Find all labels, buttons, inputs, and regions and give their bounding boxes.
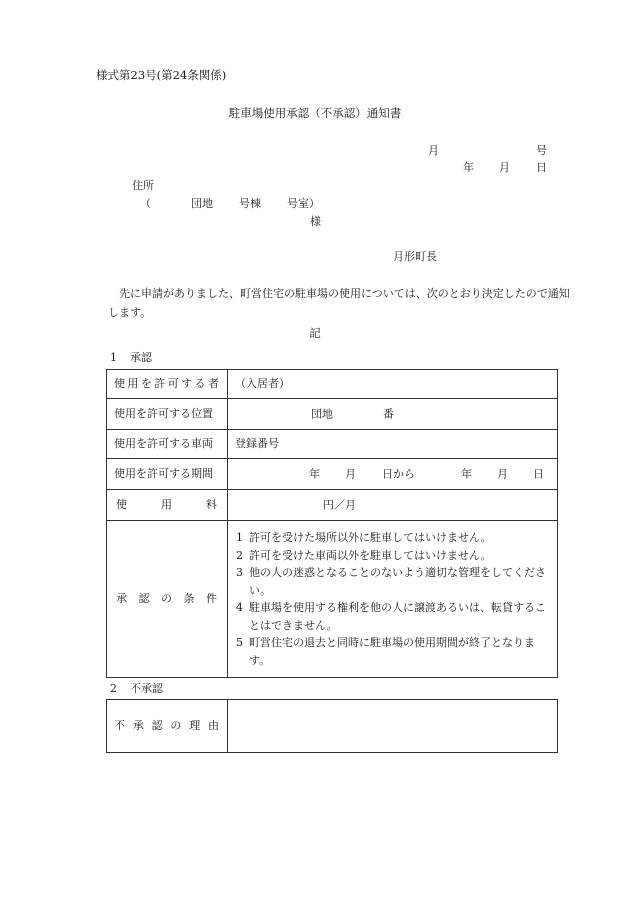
value-person: （入居者） <box>235 377 290 391</box>
table-row <box>107 430 558 459</box>
address-honorific: 様 <box>310 215 321 228</box>
address-danchi: 団地 <box>191 197 213 210</box>
label-vehicle: 使用を許可する車両 <box>114 437 213 451</box>
position-ban: 番 <box>383 407 394 421</box>
section-1-label: 承認 <box>130 351 152 364</box>
notice-number-month: 月 <box>428 144 439 157</box>
row-label-period <box>107 459 228 490</box>
period-month-1: 月 <box>345 467 356 481</box>
row-label-vehicle <box>107 430 228 459</box>
section-2-number: 2 <box>110 682 117 695</box>
section-2-heading <box>110 683 163 694</box>
value-vehicle: 登録番号 <box>235 437 279 451</box>
table-row <box>107 399 558 430</box>
label-person-char: 使 <box>114 377 125 391</box>
issuer: 月形町長 <box>393 250 437 263</box>
value-fee: 円／月 <box>323 498 356 512</box>
period-year-1: 年 <box>309 467 320 481</box>
row-label-conditions <box>107 521 228 678</box>
body-text: 先に申請がありました、町営住宅の駐車場の使用については、次のとおり決定したので通知します。 <box>108 287 570 319</box>
label-person-char: 者 <box>207 377 219 391</box>
label-conditions: 承 認 の 条 件 <box>116 592 217 606</box>
section-1-number: 1 <box>110 351 117 364</box>
row-value-position <box>228 399 558 430</box>
position-danchi: 団地 <box>311 407 333 421</box>
row-value-period <box>228 459 558 490</box>
conditions-list <box>235 529 557 669</box>
row-value-person <box>228 370 558 399</box>
label-rejection: 不 承 認 の 理 由 <box>114 719 219 733</box>
rejection-table <box>106 699 558 753</box>
label-person-char: 可 <box>167 377 179 391</box>
document-title: 駐車場使用承認（不承認）通知書 <box>228 106 402 120</box>
label-person-char: る <box>194 377 206 391</box>
notice-number-go: 号 <box>536 144 547 157</box>
label-person-char: 許 <box>154 377 166 391</box>
row-value-rejection <box>228 700 558 753</box>
row-label-rejection <box>107 700 228 753</box>
list-item: 4 駐車場を使用する権利を他の人に譲渡あるいは、転貸することはできません。 <box>236 601 546 632</box>
section-1-heading <box>110 352 152 363</box>
table-row <box>107 700 558 753</box>
label-person-char: す <box>181 377 193 391</box>
form-number: 様式第23号(第24条関係) <box>96 68 227 82</box>
row-value-fee <box>228 490 558 521</box>
period-month-2: 月 <box>497 467 508 481</box>
list-item: 5 町営住宅の退去と同時に駐車場の使用期間が終了となります。 <box>236 636 535 667</box>
table-row <box>107 370 558 399</box>
table-row <box>107 459 558 490</box>
ki-heading: 記 <box>309 326 321 340</box>
list-item: 1 許可を受けた場所以外に駐車してはいけません。 <box>236 531 492 544</box>
row-value-vehicle <box>228 430 558 459</box>
row-value-conditions <box>228 521 558 678</box>
row-label-person <box>107 370 228 399</box>
list-item: 3 他の人の迷惑となることのないよう適切な管理をしてください。 <box>236 566 546 597</box>
label-person-char: 用 <box>127 377 139 391</box>
period-year-2: 年 <box>461 467 472 481</box>
address-goshitsu: 号室） <box>287 197 320 210</box>
label-period: 使用を許可する期間 <box>114 467 213 481</box>
address-paren-open: （ <box>140 197 151 210</box>
section-2-label: 不承認 <box>130 682 163 695</box>
period-day-2: 日 <box>533 467 544 481</box>
list-item: 2 許可を受けた車両以外を駐車してはいけません。 <box>236 548 492 562</box>
label-person-chars <box>114 377 227 390</box>
date-month: 月 <box>499 161 510 174</box>
period-from: 日から <box>382 467 415 481</box>
table-row <box>107 521 558 678</box>
label-position: 使用を許可する位置 <box>114 407 213 421</box>
address-goto: 号棟 <box>239 197 261 210</box>
date-year: 年 <box>463 161 474 174</box>
row-label-position <box>107 399 228 430</box>
label-person-char: を <box>140 377 152 391</box>
address-label: 住所 <box>132 179 154 192</box>
date-day: 日 <box>536 161 547 174</box>
label-fee: 使 用 料 <box>116 498 217 512</box>
table-row <box>107 490 558 521</box>
approval-table <box>106 369 558 678</box>
row-label-fee <box>107 490 228 521</box>
